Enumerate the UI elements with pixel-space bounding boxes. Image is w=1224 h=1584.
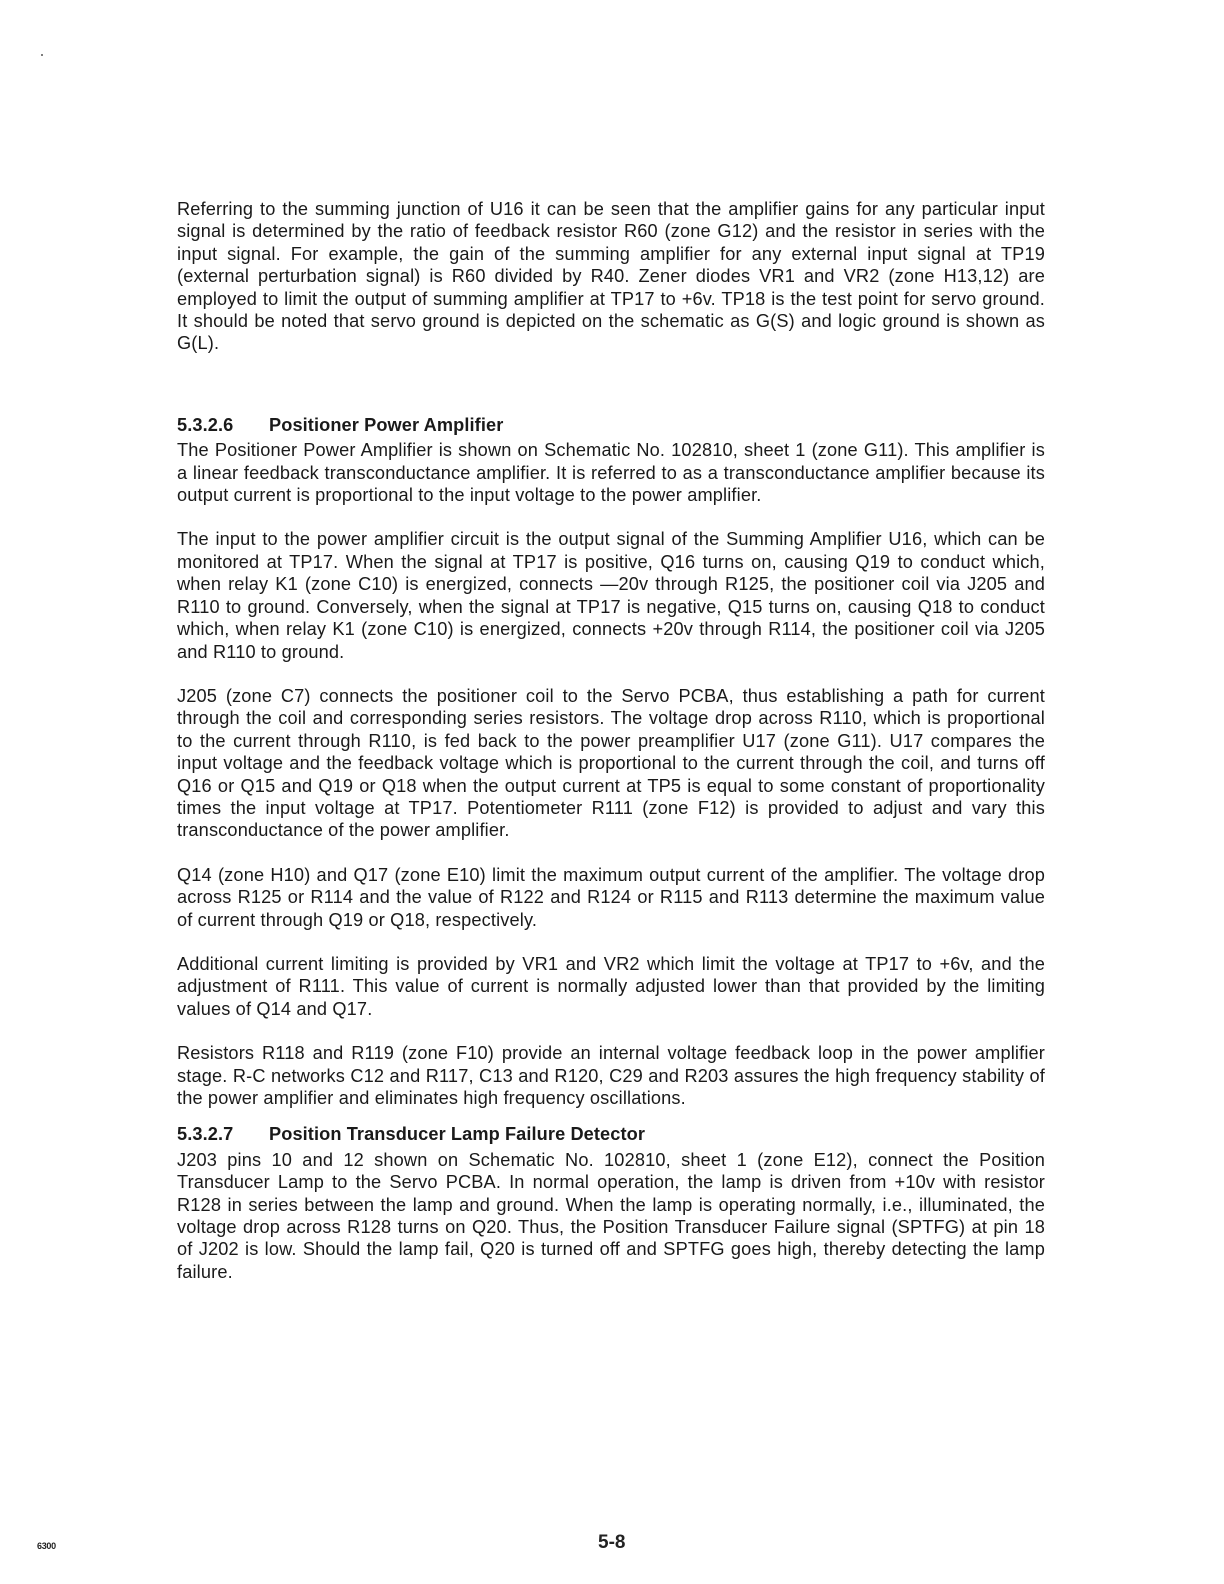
body-paragraph: Q14 (zone H10) and Q17 (zone E10) limit the maximum output current of the amplifier. The voltage drop across R125 or R114 and the value of R122 and R124 or R115 and R113 determine the maximum value of current through Q19 or Q18, respectively. <box>177 864 1045 930</box>
body-paragraph: The input to the power amplifier circuit is the output signal of the Summing Amplifier U16, which can be monitored at TP17. When the signal at TP17 is positive, Q16 turns on, causing Q19 to conduct which, when relay K1 (zone C10) is energized, connects —20v through R125, the positioner coil via J205 and R110 to ground. Conversely, when the signal at TP17 is negative, Q15 turns on, causing Q18 to conduct which, when relay K1 (zone C10) is energized, connects +20v through R114, the positioner coil via J205 and R110 to ground. <box>177 529 1045 662</box>
section-title: Positioner Power Amplifier <box>269 414 504 435</box>
section-positioner-power-amplifier <box>177 414 1045 1110</box>
body-paragraph: J205 (zone C7) connects the positioner coil to the Servo PCBA, thus establishing a path for current through the coil and corresponding series resistors. The voltage drop across R110, which is proportional to the current through R110, is fed back to the power preamplifier U17 (zone G11). U17 compares the input voltage and the feedback voltage which is proportional to the current through the coil, and turns off Q16 or Q15 and Q19 or Q18 when the output current at TP5 is equal to some constant of proportionality times the input voltage at TP17. Potentiometer R111 (zone F12) is provided to adjust and vary this transconductance of the power amplifier. <box>177 685 1045 841</box>
body-paragraph: J203 pins 10 and 12 shown on Schematic No. 102810, sheet 1 (zone E12), connect the Position Transducer Lamp to the Servo PCBA. In normal operation, the lamp is driven from +10v with resistor R128 in series between the lamp and ground. When the lamp is operating normally, i.e., illuminated, the voltage drop across R128 turns on Q20. Thus, the Position Transducer Failure signal (SPTFG) at pin 18 of J202 is low. Should the lamp fail, Q20 is turned off and SPTFG goes high, thereby detecting the lamp failure. <box>177 1149 1045 1282</box>
document-code: 6300 <box>37 1541 56 1551</box>
body-paragraph: The Positioner Power Amplifier is shown on Schematic No. 102810, sheet 1 (zone G11). This amplifier is a linear feedback transconductance amplifier. It is referred to as a transconductance amplifier because its output current is proportional to the input voltage to the power amplifier. <box>177 440 1045 506</box>
section-title: Position Transducer Lamp Failure Detector <box>269 1124 646 1145</box>
scan-speck <box>41 54 43 56</box>
section-heading <box>177 414 1045 436</box>
body-paragraph: Resistors R118 and R119 (zone F10) provide an internal voltage feedback loop in the power amplifier stage. R-C networks C12 and R117, C13 and R120, C29 and R203 assures the high frequency stability of the power amplifier and eliminates high frequency oscillations. <box>177 1043 1045 1108</box>
section-lamp-failure-detector <box>177 1123 1045 1283</box>
section-heading <box>177 1123 1045 1145</box>
summing-junction-paragraph: Referring to the summing junction of U16 it can be seen that the amplifier gains for any particular input signal is determined by the ratio of feedback resistor R60 (zone G12) and the resistor in series with the input signal. For example, the gain of the summing amplifier for any external input signal at TP19 (external perturbation signal) is R60 divided by R40. Zener diodes VR1 and VR2 (zone H13,12) are employed to limit the output of summing amplifier at TP17 to +6v. TP18 is the test point for servo ground. It should be noted that servo ground is depicted on the schematic as G(S) and logic ground is shown as G(L). <box>177 199 1045 354</box>
body-paragraph: Additional current limiting is provided by VR1 and VR2 which limit the voltage at TP17 to +6v, and the adjustment of R111. This value of current is normally adjusted lower than that provided by the limiting values of Q14 and Q17. <box>177 953 1045 1019</box>
section-number: 5.3.2.6 <box>177 414 234 435</box>
page-number: 5-8 <box>598 1532 626 1553</box>
page-content <box>177 198 1045 1283</box>
section-number: 5.3.2.7 <box>177 1124 234 1145</box>
